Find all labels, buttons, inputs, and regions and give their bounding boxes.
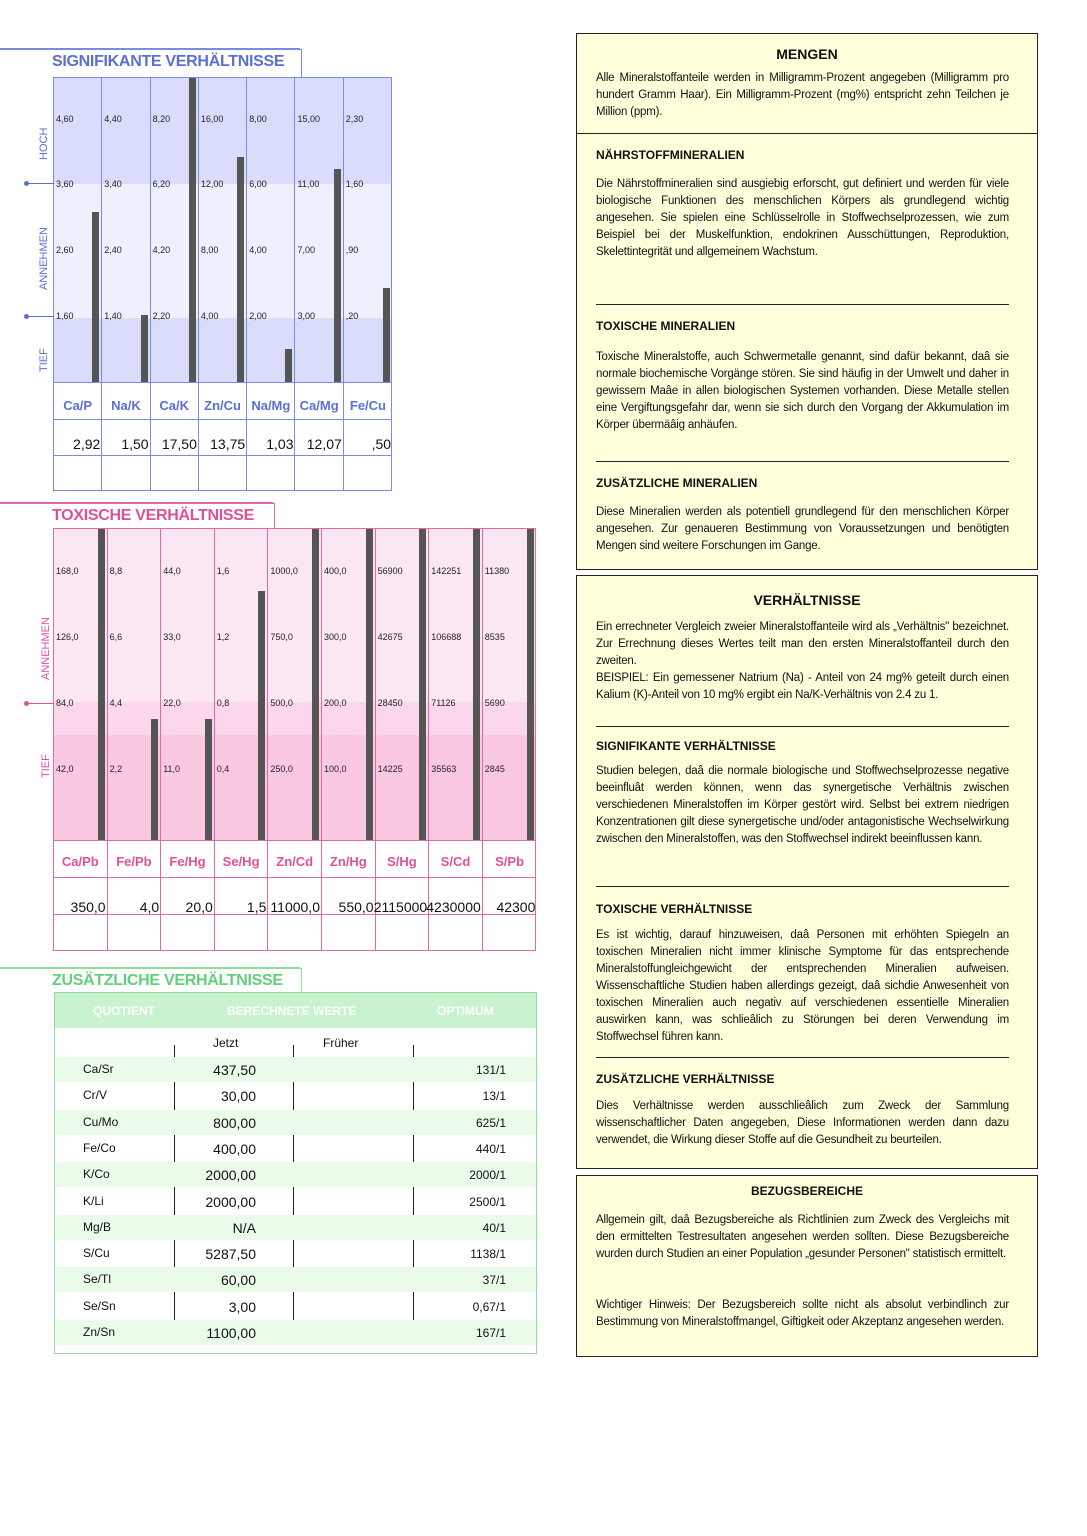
ratio-now: 400,00 [213, 1140, 256, 1157]
ratio-value: 11000,0 [270, 899, 320, 915]
toxv-title: TOXISCHE VERHÄLTNISSE [596, 902, 753, 916]
ratio-optimum: 625/1 [475, 1115, 506, 1130]
tick-label: 8,8 [109, 566, 123, 576]
ratio-optimum: 1138/1 [470, 1247, 506, 1262]
ratio-value: ,50 [371, 436, 392, 452]
tick-label: 12,00 [200, 179, 224, 189]
ratio-name: Ca/Sr [83, 1062, 114, 1076]
significant-column [296, 78, 344, 490]
bar [419, 529, 426, 840]
toxic-range-marker [26, 703, 54, 704]
ratio-name: K/Li [83, 1193, 104, 1208]
toxic-column [108, 529, 162, 950]
ratio-label: Se/Hg [222, 854, 260, 869]
tick-label: 500,0 [270, 698, 293, 708]
tick-label: 100,0 [324, 764, 347, 774]
tick-label: 6,6 [109, 632, 123, 642]
tick-label: 2,30 [345, 114, 364, 124]
tick-label: 3,00 [297, 311, 316, 321]
tick-label: 11,00 [297, 179, 320, 189]
significant-column [54, 78, 102, 490]
ratio-value: 550,0 [338, 899, 374, 915]
tick-label: 11380 [484, 566, 510, 576]
tick-label: 750,0 [270, 632, 293, 642]
ratio-label: Ca/Mg [299, 398, 339, 413]
axis-label-low: TIEF [38, 348, 50, 372]
tick-label: 7,00 [297, 245, 316, 255]
tick-label: 106688 [431, 632, 462, 642]
significant-column [247, 78, 295, 490]
toxv-text: Es ist wichtig, darauf hinzuweisen, daâ Personen mit erhöhten Spiegeln an toxischen Mineralien nicht immer klinische Symptome für das entsprechende Mineralstoffungleichgewicht der entsprechenden Mineralien aufweisen. Wissenschaftliche Studien haben allerdings gezeigt, daâ sichdie Anwesenheit von toxischen Mineralien auch negativ auf verschiedenen essentielle Mineralien auswirken kann, was schlieâlich zu Störungen bei deren Verwendung im Stoffwechsel führen kann. [596, 929, 1009, 1043]
ratio-value: 4,0 [139, 899, 160, 915]
ratio-label: Ca/P [63, 398, 93, 413]
toxic-column [373, 529, 430, 950]
tick-label: ,90 [345, 245, 359, 255]
toxic-column [483, 529, 537, 950]
range-dot-lower [24, 314, 29, 319]
tick-label: 16,00 [200, 114, 224, 124]
tick-label: 4,40 [104, 114, 122, 124]
ratio-label: Fe/Pb [116, 854, 152, 869]
significant-title: SIGNIFIKANTE VERHÄLTNISSE [0, 49, 302, 77]
significant-chart [53, 77, 392, 491]
toxic-range-dot [24, 701, 29, 706]
tick-label: 4,4 [109, 698, 123, 708]
bar [383, 288, 390, 382]
ratio-now: 1100,00 [206, 1325, 256, 1341]
bar [237, 157, 244, 382]
ratio-label: S/Hg [387, 854, 417, 869]
table-row [56, 1057, 536, 1082]
header-now: Jetzt [213, 1036, 239, 1050]
mengen-text: Alle Mineralstoffanteile werden in Milligramm-Prozent angegeben (Milligramm pro hundert Gramm Haar). Ein Milligramm-Prozent (mg%) entspricht zehn Teilchen je Million (ppm). [596, 72, 1009, 118]
ratio-label: Na/Mg [251, 398, 291, 413]
tick-label: ,20 [345, 311, 359, 321]
zusv-title: ZUSÄTZLICHE VERHÄLTNISSE [596, 1072, 775, 1086]
ratio-value: 13,75 [210, 436, 246, 452]
ratio-optimum: 440/1 [475, 1141, 506, 1156]
ratio-name: Mg/B [83, 1219, 112, 1234]
ratio-optimum: 13/1 [482, 1089, 506, 1104]
bar [92, 212, 99, 382]
ratio-name: Zn/Sn [83, 1325, 116, 1339]
tick-label: 4,00 [249, 245, 267, 255]
ratio-label: S/Pb [495, 854, 525, 869]
ratio-optimum: 40/1 [482, 1220, 506, 1235]
ratio-value: 4230000 [426, 899, 481, 915]
header-quotient: QUOTIENT [93, 1004, 155, 1018]
toxic-column [161, 529, 215, 950]
tick-label: 8,20 [152, 114, 171, 124]
tick-label: 22,0 [163, 698, 181, 708]
ratio-name: S/Cu [83, 1246, 110, 1261]
tick-label: 250,0 [270, 764, 293, 774]
significant-column [102, 78, 150, 490]
ratio-optimum: 131/1 [475, 1063, 506, 1077]
tick-label: 1,60 [345, 179, 364, 189]
tick-label: 14225 [377, 764, 403, 774]
bar [312, 529, 319, 840]
tick-label: 3,60 [56, 179, 74, 189]
table-row [56, 1215, 536, 1240]
bar [285, 349, 292, 382]
tick-label: 42,0 [56, 764, 74, 774]
tick-label: 33,0 [163, 632, 181, 642]
tick-label: 15,00 [297, 114, 321, 124]
bez-title: BEZUGSBEREICHE [750, 1184, 863, 1198]
bar [473, 529, 480, 840]
tick-label: 84,0 [56, 698, 74, 708]
bez-text-2: Wichtiger Hinweis: Der Bezugsbereich sollte nicht als absolut verbindlinch zur Bestimmung von Mineralstoffmangel, Giftigkeit oder Akzeptanz angesehen werden. [596, 1299, 1009, 1328]
info-box-reference [576, 1175, 1038, 1357]
tick-label: 1000,0 [270, 566, 298, 576]
additional-title: ZUSÄTZLICHE VERHÄLTNISSE [0, 968, 302, 992]
tick-label: 8535 [484, 632, 505, 642]
zus-text: Diese Mineralien werden als potentiell grundlegend für den menschlichen Körper angesehen. Zur genaueren Bestimmung von Voraussetzungen und benötigten Mengen sind weitere Forschungen im Gange. [596, 506, 1009, 552]
bar [141, 315, 148, 382]
ratio-value: 350,0 [70, 899, 106, 915]
ratio-now: 800,00 [213, 1114, 256, 1131]
naehr-title: NÄHRSTOFFMINERALIEN [596, 148, 745, 162]
tick-label: 71126 [431, 698, 456, 708]
ratio-label: Ca/K [159, 398, 190, 413]
ratio-label: Na/K [111, 398, 141, 413]
ratio-now: 60,00 [220, 1272, 256, 1289]
tick-label: 5690 [484, 698, 505, 708]
table-row [56, 1189, 536, 1214]
ratio-now: 5287,50 [205, 1246, 256, 1263]
tick-label: 0,4 [216, 764, 230, 774]
verh-text-2: BEISPIEL: Ein gemessener Natrium (Na) - Anteil von 24 mg% geteilt durch einen Kalium (K)-Anteil von 10 mg% ergibt ein Na/K-Verhältnis von 2.4 zu 1. [596, 672, 1009, 701]
ratio-now: 437,50 [213, 1062, 256, 1078]
axis-label-high: HOCH [38, 127, 50, 160]
significant-column [199, 78, 247, 490]
toxic-column [54, 529, 108, 950]
toxic-column [322, 529, 376, 950]
toxic-column [215, 529, 269, 950]
ratio-label: Zn/Cd [276, 854, 314, 869]
tick-label: 42675 [377, 632, 403, 642]
significant-column [151, 78, 199, 490]
tick-label: 35563 [431, 764, 457, 774]
ratio-now: 30,00 [220, 1088, 256, 1105]
zusv-text: Dies Verhältnisse werden ausschlieâlich zum Zweck der Sammlung wissenschaftlicher Daten angegeben, Diese Informationen werden dann dazu verwendet, die Wirkung dieser Stoffe auf die Gesundheit zu beurteilen. [596, 1100, 1009, 1146]
axis-label-accept: ANNEHMEN [38, 227, 50, 290]
tick-label: 28450 [377, 698, 403, 708]
significant-column [344, 78, 392, 490]
bar [334, 169, 341, 382]
header-before: Früher [323, 1036, 359, 1050]
table-row [56, 1162, 536, 1187]
ratio-value: 2,92 [73, 436, 101, 452]
table-row [56, 1110, 536, 1135]
naehr-text: Die Nährstoffmineralien sind ausgiebig erforscht, gut definiert und werden für viele biologische Funktionen des menschlichen Körpers als grundlegend wichtig angesehen. Sie spielen eine Schlüsselrolle in Stoffwechselprozessen, wie zum Beispiel bei der Muskelfunktion, endokrinen Ausschüttungen, Reproduktion, Skelettintegrität und allgemeinem Wachstum. [596, 178, 1009, 258]
bar [527, 529, 534, 840]
ratio-value: 1,5 [246, 899, 267, 915]
tick-label: 2,2 [109, 764, 123, 774]
tox-title: TOXISCHE MINERALIEN [596, 319, 736, 333]
tick-label: 3,40 [104, 179, 122, 189]
tick-label: 8,00 [249, 114, 267, 124]
table-row [56, 1294, 536, 1319]
tick-label: 4,60 [56, 114, 74, 124]
tick-label: 126,0 [56, 632, 79, 642]
ratio-now: 2000,00 [205, 1193, 256, 1210]
info-box-minerals [576, 33, 1038, 570]
tick-label: 0,8 [216, 698, 230, 708]
ratio-value: 1,50 [121, 436, 149, 452]
ratio-optimum: 0,67/1 [472, 1299, 506, 1314]
ratio-now: N/A [232, 1219, 256, 1236]
bar [98, 529, 105, 840]
ratio-name: Fe/Co [83, 1140, 116, 1155]
sig-text: Studien belegen, daâ die normale biologische und Stoffwechselprozesse negative beeinfluât werden können, wenn das synergetische Verhältnis zwischen verschiedenen Mineralstoffen im Körper gestört wird. Selbst bei extrem niedrigen Konzentrationen gilt diese synergetische und/oder antagonistische Wechselwirkung zwischen den Mineralstoffen, was den Stoffwechsel indirekt beeinflussen kann. [596, 765, 1009, 845]
range-marker-upper [26, 183, 54, 184]
ratio-value: 1,03 [266, 436, 294, 452]
tick-label: 2,60 [56, 245, 74, 255]
tick-label: 2,40 [104, 245, 122, 255]
table-row [56, 1241, 536, 1266]
ratio-optimum: 2500/1 [469, 1194, 506, 1209]
ratio-optimum: 37/1 [482, 1273, 506, 1288]
tick-label: 1,2 [216, 632, 230, 642]
tick-label: 4,00 [200, 311, 219, 321]
ratio-optimum: 2000/1 [469, 1168, 506, 1183]
tick-label: 1,6 [216, 566, 230, 576]
ratio-name: Se/Tl [83, 1272, 112, 1287]
table-row [56, 1320, 536, 1345]
table-row [56, 1136, 536, 1161]
tick-label: 300,0 [324, 632, 347, 642]
tick-label: 11,0 [163, 764, 181, 774]
tick-label: 4,20 [152, 245, 171, 255]
ratio-now: 3,00 [228, 1298, 256, 1315]
tick-label: 2,20 [152, 311, 171, 321]
tick-label: 200,0 [324, 698, 347, 708]
verh-title: VERHÄLTNISSE [753, 592, 861, 608]
ratio-label: Zn/Cu [204, 398, 241, 413]
table-row [56, 1267, 536, 1292]
ratio-label: Fe/Cu [349, 398, 386, 413]
bar [366, 529, 373, 840]
ratio-label: Fe/Hg [169, 854, 206, 869]
toxic-chart [53, 528, 536, 951]
bar [205, 719, 212, 840]
ratio-value: 17,50 [161, 436, 197, 452]
ratio-value: 2115000 [373, 899, 428, 915]
toxic-column [426, 529, 483, 950]
ratio-now: 2000,00 [205, 1167, 256, 1184]
ratio-label: S/Cd [440, 854, 471, 869]
tick-label: 2,00 [249, 311, 267, 321]
tick-label: 2845 [484, 764, 505, 774]
ratio-optimum: 167/1 [475, 1326, 506, 1340]
verh-text-1: Ein errechneter Vergleich zweier Mineralstoffanteile wird als „Verhältnis" bezeichnet. Zur Errechnung dieses Wertes teilt man den ersten Mineralstoffanteil durch den zweiten. [596, 621, 1009, 667]
range-marker-lower [26, 316, 54, 317]
tick-label: 1,60 [56, 311, 74, 321]
tox-text: Toxische Mineralstoffe, auch Schwermetalle genannt, sind dafür bekannt, daâ sie normale biochemische Vorgänge stören. Sie sind häufig in der Umwelt und daher in gewissem Maâe in allen biologischen Systemen vorhanden. Diese Metalle stellen eine Vergiftungsgefahr dar, wenn sie sich durch den Vorgang der Akkumulation im Körper übermäâig anhäufen. [596, 351, 1009, 431]
bar [258, 591, 265, 840]
sig-title: SIGNIFIKANTE VERHÄLTNISSE [596, 739, 776, 753]
tick-label: 44,0 [163, 566, 181, 576]
ratio-name: Cr/V [83, 1088, 107, 1103]
info-box-ratios [576, 575, 1038, 1169]
header-computed: BERECHNETE WERTE [227, 1004, 357, 1018]
ratio-label: Zn/Hg [329, 854, 367, 869]
ratio-name: Cu/Mo [83, 1114, 119, 1129]
toxic-axis-label-accept: ANNEHMEN [40, 617, 52, 680]
header-optimum: OPTIMUM [437, 1004, 494, 1018]
mengen-title: MENGEN [776, 46, 838, 62]
tick-label: 168,0 [56, 566, 79, 576]
bar [189, 78, 196, 382]
zus-title: ZUSÄTZLICHE MINERALIEN [596, 476, 758, 490]
tick-label: 56900 [377, 566, 403, 576]
tick-label: 6,20 [152, 179, 171, 189]
range-dot-upper [24, 181, 29, 186]
bar [151, 719, 158, 840]
tick-label: 1,40 [104, 311, 122, 321]
tick-label: 400,0 [324, 566, 347, 576]
tick-label: 6,00 [249, 179, 267, 189]
ratio-value: 12,07 [306, 436, 342, 452]
ratio-value: 20,0 [185, 899, 213, 915]
table-row [56, 1083, 536, 1108]
toxic-axis-label-low: TIEF [40, 754, 52, 778]
ratio-name: K/Co [83, 1167, 110, 1182]
ratio-name: Se/Sn [83, 1298, 116, 1313]
ratio-label: Ca/Pb [61, 854, 99, 869]
toxic-column [268, 529, 322, 950]
ratio-value: 42300 [496, 899, 536, 915]
tick-label: 8,00 [200, 245, 219, 255]
bez-text-1: Allgemein gilt, daâ Bezugsbereiche als Richtlinien zum Zweck des Vergleichs mit den ermittelten Testresultaten angesehen werden sollten. Diese Bezugsbereiche wurden durch Studien an einer Population „gesunder Personen" statistisch ermittelt. [596, 1214, 1009, 1260]
toxic-title: TOXISCHE VERHÄLTNISSE [0, 503, 275, 529]
tick-label: 142251 [431, 566, 462, 576]
